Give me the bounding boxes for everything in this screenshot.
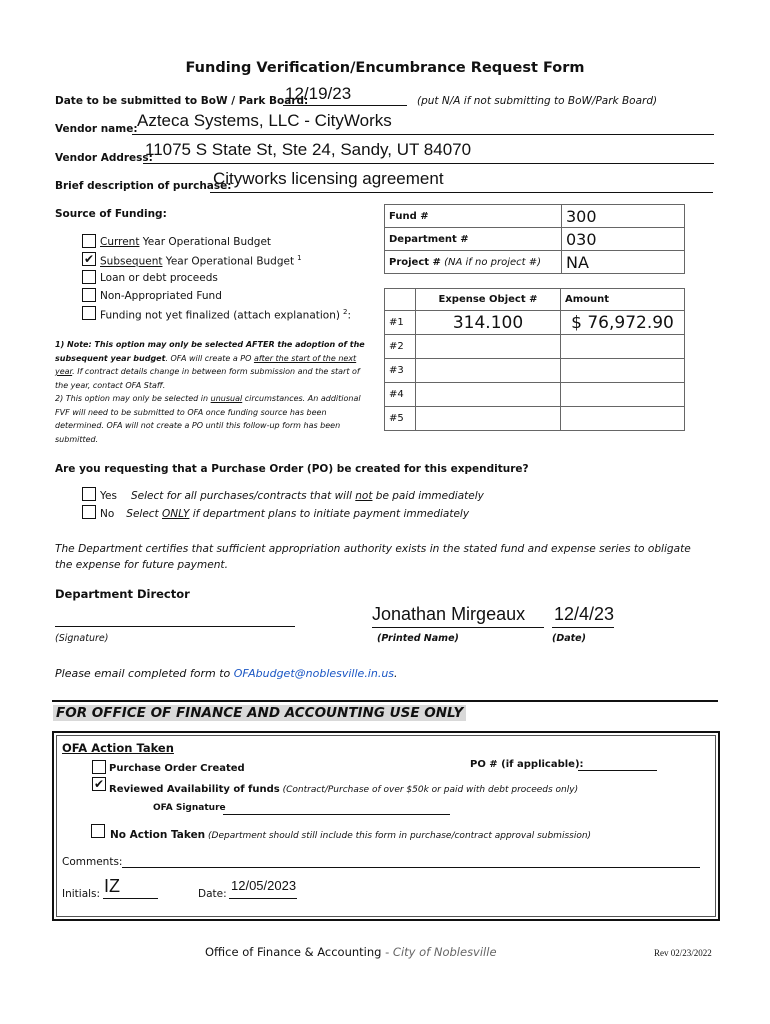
signature-caption: (Signature) [55, 633, 109, 644]
footnotes [55, 338, 373, 446]
ofa-date-value: 12/05/2023 [231, 878, 297, 893]
source-option-label-underlined: Subsequent [100, 255, 163, 268]
source-option-label [100, 236, 271, 248]
no-action-note: (Department should still include this form in purchase/contract approval submission) [205, 831, 592, 841]
vendor-address-value: 11075 S State St, Ste 24, Sandy, UT 84070 [145, 140, 472, 159]
expense-row-number: #5 [385, 407, 416, 431]
vendor-address-label: Vendor Address: [55, 152, 153, 164]
no-action-checkbox[interactable] [91, 824, 105, 838]
expense-row [385, 407, 685, 431]
source-heading: Source of Funding: [55, 208, 167, 220]
reviewed-check-icon: ✔ [93, 777, 105, 791]
vendor-address-field[interactable] [143, 139, 714, 164]
project-value[interactable]: NA [562, 251, 685, 274]
no-action-label: No Action Taken [110, 829, 206, 841]
footer-office-name: Office of Finance & Accounting [205, 945, 382, 959]
expense-row [385, 359, 685, 383]
brief-description-value: Cityworks licensing agreement [213, 169, 444, 188]
brief-description-field[interactable] [210, 168, 713, 193]
ofa-date-field[interactable] [229, 878, 297, 899]
date-submit-label: Date to be submitted to BoW / Park Board: [55, 95, 309, 107]
date-submit-note: (put N/A if not submitting to BoW/Park Board) [417, 95, 658, 107]
project-note: (NA if no project #) [440, 256, 541, 268]
footer-city: City of Noblesville [392, 945, 497, 959]
printed-name-value: Jonathan Mirgeaux [372, 604, 526, 624]
po-no-desc-b: ONLY [162, 508, 190, 520]
note1-b: . OFA will create a PO [165, 353, 254, 363]
po-yes-desc-a: Select for all purchases/contracts that will [130, 490, 356, 502]
source-option-label-text: Non-Appropriated Fund [100, 290, 222, 302]
footer-office [205, 945, 497, 959]
source-option-label [100, 308, 351, 322]
fund-value[interactable]: 300 [562, 205, 685, 228]
certify-text: The Department certifies that sufficient appropriation authority exists in the stated fund and expense series to obligate the expense for future payment. [55, 543, 691, 571]
expense-object-value[interactable] [416, 407, 561, 431]
fund-table [384, 204, 685, 274]
source-option-label [100, 272, 218, 284]
expense-row [385, 335, 685, 359]
vendor-name-value: Azteca Systems, LLC - CityWorks [137, 111, 392, 130]
footer-revision: Rev 02/23/2022 [654, 948, 712, 958]
note2-underlined: unusual [210, 394, 243, 403]
director-date-field[interactable] [552, 604, 614, 628]
note2-a: 2) This option may only be selected in [55, 394, 211, 403]
comments-label: Comments: [62, 856, 123, 868]
initials-field[interactable] [103, 876, 158, 899]
vendor-name-label: Vendor name: [55, 123, 138, 135]
fund-label: Fund # [385, 205, 562, 228]
po-no-label: No [100, 508, 115, 520]
expense-table [384, 288, 685, 431]
expense-object-value[interactable] [416, 359, 561, 383]
vendor-name-field[interactable] [132, 110, 714, 135]
amount-value[interactable] [561, 359, 685, 383]
form-title: Funding Verification/Encumbrance Request Form [185, 60, 585, 76]
check-icon: ✔ [83, 252, 95, 266]
source-option-checkbox[interactable] [82, 306, 96, 320]
amount-value[interactable] [561, 383, 685, 407]
source-option-label-text: Year Operational Budget [162, 255, 295, 268]
expense-object-value[interactable]: 314.100 [416, 311, 561, 335]
footnote-marker: 1 [297, 254, 302, 262]
reviewed-note: (Contract/Purchase of over $50k or paid with debt proceeds only) [279, 785, 579, 795]
source-option-checkbox[interactable] [82, 252, 96, 266]
expense-row-number: #1 [385, 311, 416, 335]
po-no-checkbox[interactable] [82, 505, 96, 519]
director-date-caption: (Date) [552, 633, 586, 644]
brief-description-label: Brief description of purchase: [55, 180, 232, 192]
ofa-action-heading: OFA Action Taken [62, 741, 174, 755]
expense-row-number: #4 [385, 383, 416, 407]
source-option-label [100, 254, 302, 268]
ofa-banner: FOR OFFICE OF FINANCE AND ACCOUNTING USE ONLY [53, 705, 466, 721]
expense-row-number: #3 [385, 359, 416, 383]
amount-value[interactable]: $ 76,972.90 [561, 311, 685, 335]
no-action-row [110, 825, 591, 843]
footer-dash: - [381, 945, 393, 959]
reviewed-row [109, 779, 578, 797]
email-link[interactable]: OFAbudget@noblesville.in.us [233, 667, 395, 680]
note1-bold: 1) Note: This option may only be selected AFTER the adoption of the subsequent year budget [55, 340, 365, 363]
source-option-suffix: : [347, 309, 351, 322]
signature-line[interactable] [55, 626, 295, 627]
email-suffix: . [394, 667, 398, 680]
date-submit-field[interactable] [283, 84, 407, 106]
ofa-date-label: Date: [198, 888, 227, 900]
po-no-desc-c: if department plans to initiate payment immediately [189, 508, 470, 520]
department-value[interactable]: 030 [562, 228, 685, 251]
initials-value: IZ [104, 876, 120, 896]
reviewed-checkbox[interactable] [92, 777, 106, 791]
initials-label: Initials: [62, 888, 101, 900]
expense-object-value[interactable] [416, 335, 561, 359]
printed-name-field[interactable] [372, 604, 544, 628]
department-label: Department # [385, 228, 562, 251]
source-option-checkbox[interactable] [82, 288, 96, 302]
printed-name-caption: (Printed Name) [377, 633, 459, 644]
po-question: Are you requesting that a Purchase Order (PO) be created for this expenditure? [55, 463, 529, 475]
ofa-signature-label: OFA Signature [153, 803, 226, 813]
expense-object-header: Expense Object # [416, 289, 561, 311]
po-number-field[interactable] [578, 770, 657, 771]
source-option-label-text: Funding not yet finalized (attach explanation) [100, 309, 340, 322]
note1-d: . If contract details change in between form submission and the start of the year, contact OFA Staff. [55, 367, 360, 390]
expense-row [385, 311, 685, 335]
expense-row-number: #2 [385, 335, 416, 359]
source-option-label-underlined: Current [100, 236, 140, 248]
po-no-row [100, 508, 469, 520]
source-option-label [100, 290, 222, 302]
footnote-marker: 2 [342, 308, 348, 316]
source-option-checkbox[interactable] [82, 234, 96, 248]
email-prefix: Please email completed form to [55, 667, 234, 680]
email-line [55, 667, 398, 680]
project-label-cell [385, 251, 562, 274]
expense-object-value[interactable] [416, 383, 561, 407]
director-date-value: 12/4/23 [554, 604, 615, 624]
expense-row [385, 383, 685, 407]
po-yes-checkbox[interactable] [82, 487, 96, 501]
note2-c: circumstances. An additional FVF will need to be submitted to OFA once funding source has been determined. OFA will not create a PO until this follow-up form has been submitted. [55, 394, 361, 444]
expense-rows [385, 311, 685, 431]
amount-value[interactable] [561, 335, 685, 359]
ofa-signature-field[interactable] [223, 814, 450, 815]
amount-value[interactable] [561, 407, 685, 431]
comments-field[interactable] [122, 867, 700, 868]
source-option-label-text: Loan or debt proceeds [100, 272, 218, 284]
po-number-label: PO # (if applicable): [470, 759, 584, 770]
source-option-label-text: Year Operational Budget [139, 236, 272, 248]
po-yes-row [100, 490, 484, 502]
date-submit-value: 12/19/23 [285, 84, 352, 103]
source-option-checkbox[interactable] [82, 270, 96, 284]
po-created-label: Purchase Order Created [109, 763, 245, 774]
amount-header: Amount [561, 289, 685, 311]
po-yes-desc-b: not [355, 490, 373, 502]
project-label: Project # [389, 256, 441, 268]
po-yes-desc-c: be paid immediately [372, 490, 484, 502]
po-yes-label: Yes [100, 490, 117, 502]
reviewed-label: Reviewed Availability of funds [109, 784, 280, 795]
expense-num-header [385, 289, 416, 311]
po-no-desc-a: Select [126, 508, 163, 520]
director-heading: Department Director [55, 587, 190, 601]
note1-underlined: after the start of the next year [55, 353, 357, 376]
po-created-checkbox[interactable] [92, 760, 106, 774]
ofa-banner-rule [52, 700, 718, 702]
